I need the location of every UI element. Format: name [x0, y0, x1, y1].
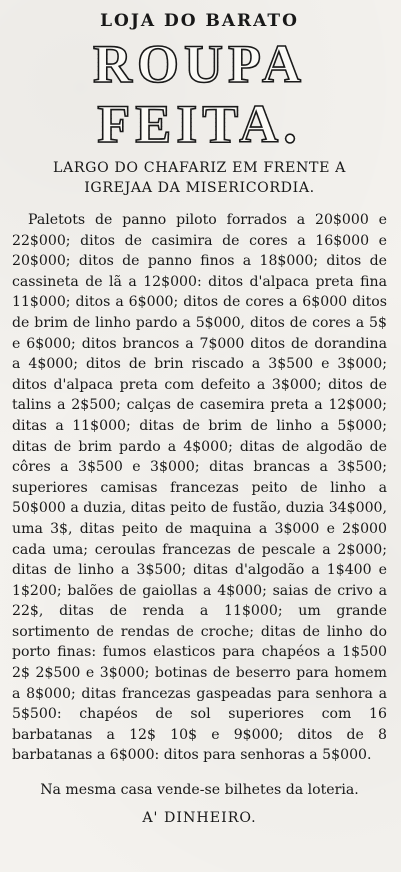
ad-signoff: A' DINHEIRO.	[142, 810, 257, 827]
lottery-note: Na mesma casa vende-se bilhetes da loteria.	[40, 782, 359, 799]
address-line-2: IGREJAA DA MISERICORDIA.	[84, 180, 315, 196]
store-name: LOJA DO BARATO	[100, 11, 299, 31]
ad-headline: ROUPA FEITA.	[12, 34, 387, 154]
ad-body-text: Paletots de panno piloto forrados a 20$000 e 22$000; ditos de casimira de cores a 16$000 e 20$000; ditos de panno finos a 18$000; ditos de cassineta de lã a 12$000: ditos d'alpaca preta fina 11$000; ditos a 6$000; ditos de cores a 6$000 ditos de brim de linho pardo a 5$000, ditos de cores a 5$ e 6$000; ditos brancos a 7$000 ditos de dorandina a 4$000; ditos de brin riscado a 3$500 e 3$000; ditos d'alpaca preta com defeito a 3$000; ditos de talins a 2$500; calças de casemira preta a 12$000; ditas a 11$000; ditas de brim de linho a 5$000; ditas de brim pardo a 4$000; ditas de algodão de côres a 3$500 e 3$000; ditas brancas a 3$500; superiores camisas francezas peito de linho a 50$000 a duzia, ditas peito de fustão, duzia 34$000, uma 3$, ditas peito de maquina a 3$000 e 2$000 cada uma; ceroulas francezas de pescale a 2$000; ditas de linho a 3$500; ditas d'algodão a 1$400 e 1$200; balões de gaiollas a 4$000; saias de crivo a 22$, ditas de renda a 11$000; um grande sortimento de rendas de croche; ditas de linho do porto finas: fumos elasticos para chapéos a 1$500 2$ 2$500 e 3$000; botinas de beserro para homem a 8$000; ditas francezas gaspeadas para senhora a 5$500: chapéos de sol superiores com 16 barbatanas a 12$ 10$ e 9$000; ditos de 8 barbatanas a 6$000: ditos para senhoras a 5$000.	[12, 212, 387, 764]
address-line-1: LARGO DO CHAFARIZ EM FRENTE A	[53, 160, 346, 176]
store-address	[12, 158, 387, 198]
